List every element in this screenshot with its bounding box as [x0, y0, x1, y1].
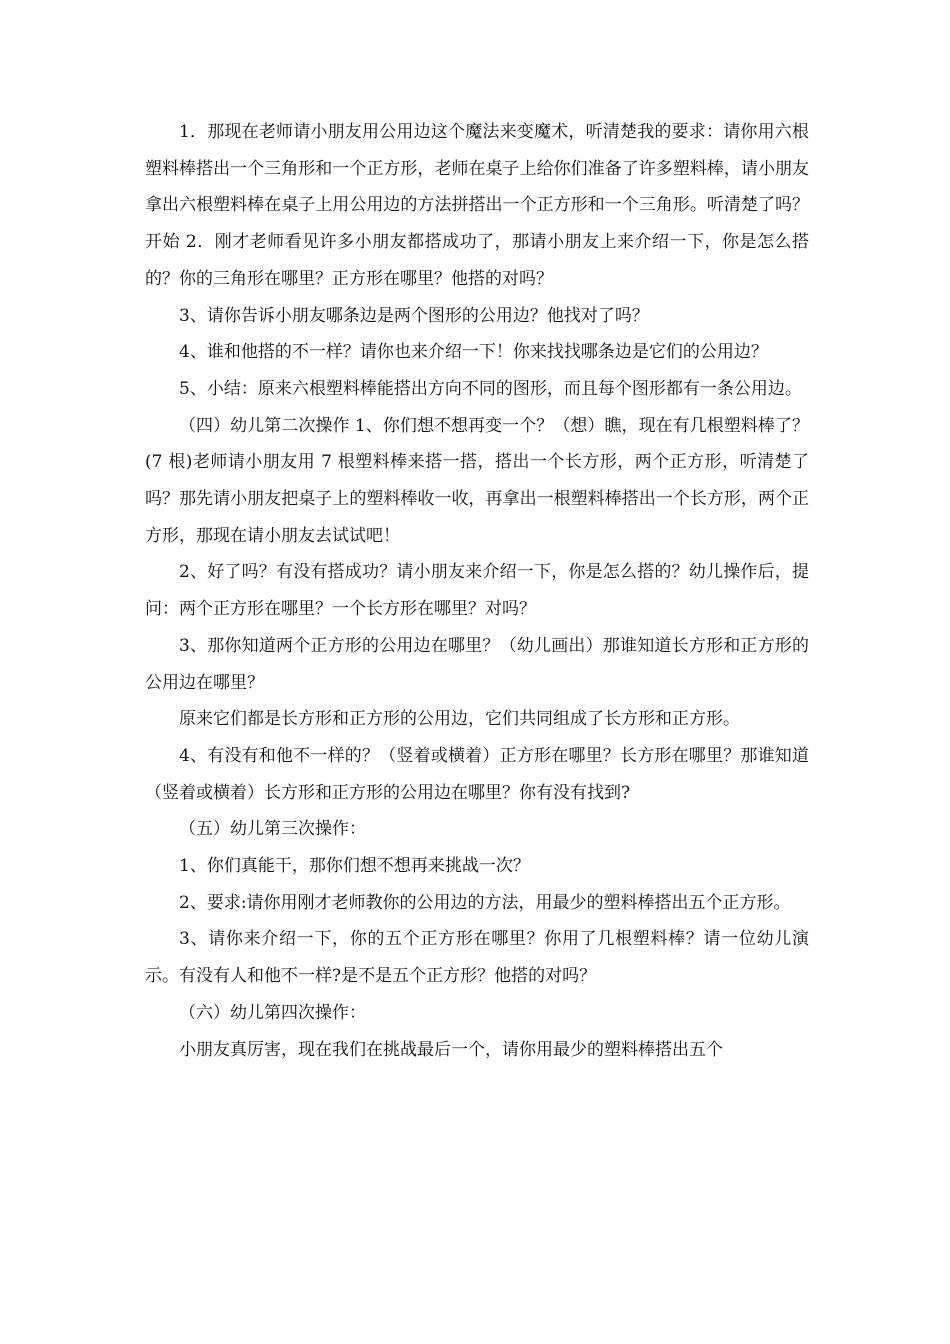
paragraph-13: 3、请你来介绍一下，你的五个正方形在哪里？你用了几根塑料棒？请一位幼儿演示。有没有人和他不一样?是不是五个正方形？他搭的对吗？ — [145, 929, 809, 987]
paragraph-7: 3、那你知道两个正方形的公用边在哪里？（幼儿画出）那谁知道长方形和正方形的公用边在哪里？ — [145, 635, 809, 693]
paragraph-8: 原来它们都是长方形和正方形的公用边，它们共同组成了长方形和正方形。 — [179, 709, 740, 730]
paragraph-5: （四）幼儿第二次操作 1、你们想不想再变一个？（想）瞧，现在有几根塑料棒了？(7 根)老师请小朋友用 7 根塑料棒来搭一搭，搭出一个长方形，两个正方形，听清楚了吗？那先请小朋友把桌子上的塑料棒收一收，再拿出一根塑料棒搭出一个长方形，两个正方形，那现在请小朋友去试试吧！ — [145, 415, 809, 546]
paragraph-6: 2、好了吗？有没有搭成功？请小朋友来介绍一下，你是怎么搭的？幼儿操作后，提问：两个正方形在哪里？一个长方形在哪里？对吗？ — [145, 562, 809, 620]
paragraph-14: （六）幼儿第四次操作： — [179, 1002, 366, 1023]
paragraph-3: 4、谁和他搭的不一样？请你也来介绍一下！你来找找哪条边是它们的公用边？ — [179, 342, 768, 363]
paragraph-11: 1、你们真能干，那你们想不想再来挑战一次？ — [179, 856, 530, 877]
paragraph-12: 2、要求:请你用刚才老师教你的公用边的方法，用最少的塑料棒搭出五个正方形。 — [179, 892, 791, 913]
paragraph-10: （五）幼儿第三次操作： — [179, 819, 366, 840]
paragraph-4: 5、小结：原来六根塑料棒能搭出方向不同的图形，而且每个图形都有一条公用边。 — [179, 378, 802, 399]
paragraph-2: 3、请你告诉小朋友哪条边是两个图形的公用边？他找对了吗？ — [179, 305, 649, 326]
paragraph-15: 小朋友真厉害，现在我们在挑战最后一个，请你用最少的塑料棒搭出五个 — [179, 1039, 723, 1060]
paragraph-1: 1．那现在老师请小朋友用公用边这个魔法来变魔术，听清楚我的要求：请你用六根塑料棒搭出一个三角形和一个正方形，老师在桌子上给你们准备了许多塑料棒，请小朋友拿出六根塑料棒在桌子上用公用边的方法拼搭出一个正方形和一个三角形。听清楚了吗？开始 2．刚才老师看见许多小朋友都搭成功了，那请小朋友上来介绍一下，你是怎么搭的？你的三角形在哪里？正方形在哪里？他搭的对吗？ — [145, 122, 809, 289]
paragraph-9: 4、有没有和他不一样的？（竖着或横着）正方形在哪里？长方形在哪里？那谁知道（竖着或横着）长方形和正方形的公用边在哪里？你有没有找到? — [145, 745, 809, 803]
document-page — [145, 114, 809, 1068]
